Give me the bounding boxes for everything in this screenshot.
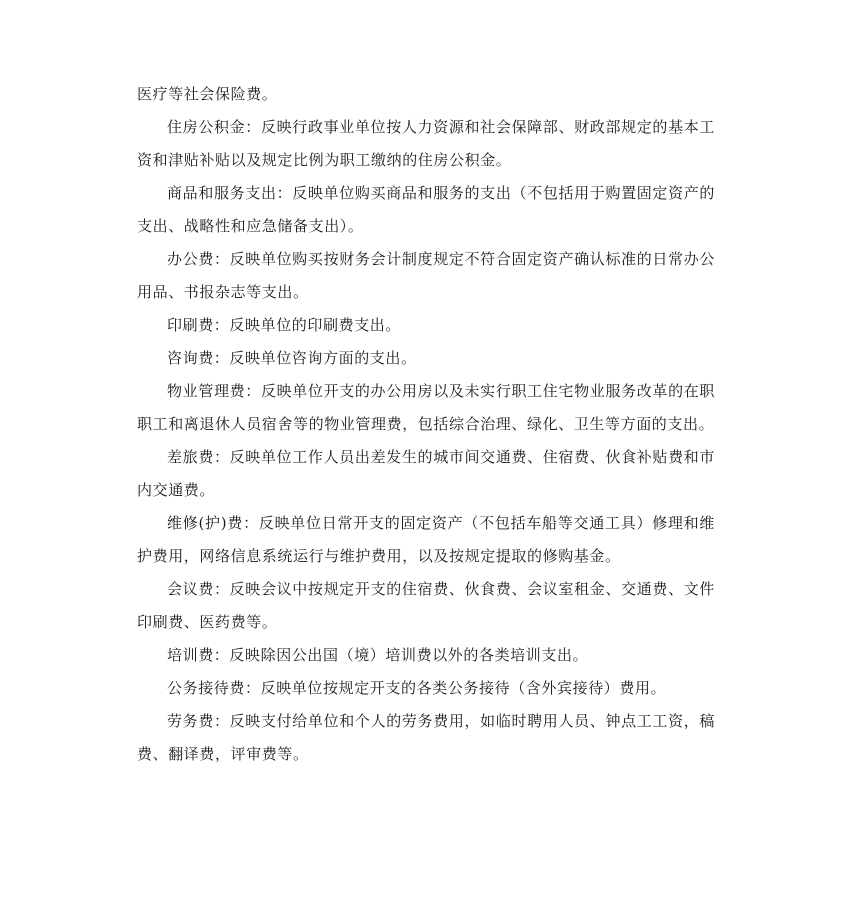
paragraph-term: 咨询费： <box>167 349 230 367</box>
paragraph-text: 反映行政事业单位按人力资源和社会保障部、财政部规定的基本工资和津贴补贴以及规定比例为职工缴纳的住房公积金。 <box>137 118 715 169</box>
paragraph-text: 反映支付给单位和个人的劳务费用，如临时聘用人员、钟点工工资，稿费、翻译费，评审费等。 <box>137 712 715 763</box>
paragraph-travel <box>137 441 715 507</box>
paragraph-term: 印刷费： <box>167 316 230 334</box>
paragraph-text: 医疗等社会保险费。 <box>137 85 278 103</box>
paragraph-text: 反映单位开支的办公用房以及未实行职工住宅物业服务改革的在职职工和离退休人员宿舍等的物业管理费，包括综合治理、绿化、卫生等方面的支出。 <box>137 382 715 433</box>
paragraph-printing <box>137 309 715 342</box>
paragraph-housing-fund <box>137 111 715 177</box>
paragraph-term: 公务接待费： <box>167 679 261 697</box>
paragraph-text: 反映单位咨询方面的支出。 <box>229 349 417 367</box>
paragraph-term: 办公费： <box>167 250 230 268</box>
paragraph-meeting <box>137 573 715 639</box>
paragraph-term: 培训费： <box>167 646 230 664</box>
document-body <box>137 78 715 771</box>
paragraph-term: 会议费： <box>167 580 230 598</box>
paragraph-text: 反映单位购买按财务会计制度规定不符合固定资产确认标准的日常办公用品、书报杂志等支出。 <box>137 250 715 301</box>
paragraph-term: 维修(护)费： <box>167 514 259 532</box>
paragraph-term: 住房公积金： <box>167 118 261 136</box>
paragraph-labor <box>137 705 715 771</box>
paragraph-term: 劳务费： <box>167 712 230 730</box>
paragraph-term: 差旅费： <box>167 448 230 466</box>
paragraph-social-insurance <box>137 78 715 111</box>
paragraph-reception <box>137 672 715 705</box>
paragraph-text: 反映单位按规定开支的各类公务接待（含外宾接待）费用。 <box>260 679 667 697</box>
paragraph-goods-services <box>137 177 715 243</box>
paragraph-text: 反映单位工作人员出差发生的城市间交通费、住宿费、伙食补贴费和市内交通费。 <box>137 448 715 499</box>
paragraph-text: 反映单位日常开支的固定资产（不包括车船等交通工具）修理和维护费用，网络信息系统运行与维护费用，以及按规定提取的修购基金。 <box>137 514 715 565</box>
paragraph-training <box>137 639 715 672</box>
paragraph-text: 反映单位购买商品和服务的支出（不包括用于购置固定资产的支出、战略性和应急储备支出）。 <box>137 184 716 235</box>
paragraph-text: 反映除因公出国（境）培训费以外的各类培训支出。 <box>229 646 589 664</box>
paragraph-maintenance <box>137 507 715 573</box>
paragraph-consulting <box>137 342 715 375</box>
paragraph-text: 反映单位的印刷费支出。 <box>229 316 402 334</box>
paragraph-term: 物业管理费： <box>167 382 261 400</box>
paragraph-term: 商品和服务支出： <box>167 184 293 202</box>
paragraph-office-expense <box>137 243 715 309</box>
paragraph-property-management <box>137 375 715 441</box>
paragraph-text: 反映会议中按规定开支的住宿费、伙食费、会议室租金、交通费、文件印刷费、医药费等。 <box>137 580 715 631</box>
